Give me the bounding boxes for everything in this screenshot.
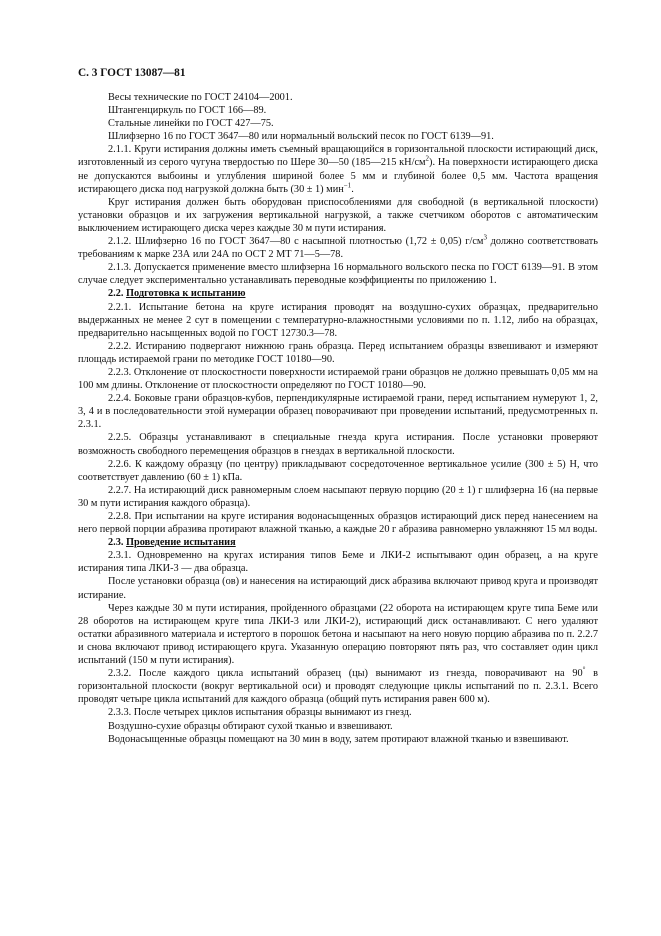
section-heading-2-3 [78,536,598,549]
text-segment: ). На поверхности истирающего диска не допускаются выбоины и углубления шириной более 5 мм и глубиной более 0,5 мм. Частота вращения истирающего диска под нагрузкой должна быть (30 ± 1) мин [78,157,598,195]
section-heading-2-2 [78,287,598,300]
section-title: Подготовка к испытанию [126,288,246,300]
paragraph-water-saturated: Водонасыщенные образцы помещают на 30 мин в воду, затем протирают влажной тканью и взвешивают. [108,733,569,745]
text-segment: 2.1.2. Шлифзерно 16 по ГОСТ 3647—80 с насыпной плотностью (1,72 ± 0,05) г/см [108,236,484,248]
paragraph-2-2-6: 2.2.6. К каждому образцу (по центру) прикладывают сосредоточенное вертикальное усилие (300 ± 5) Н, что соответствует давлению (60 ± 1) кПа. [78,458,598,483]
paragraph-air-dry: Воздушно-сухие образцы обтирают сухой тканью и взвешивают. [108,720,393,732]
paragraph-2-2-1: 2.2.1. Испытание бетона на круге истирания проводят на воздушно-сухих образцах, предварительно выдержанных не менее 2 сут в помещении с температурно-влажностными условиями по п. 1.12, либо на образцах, предварительно насыщенных водой по ГОСТ 12730.3—78. [78,301,598,339]
paragraph-2-3-3: 2.3.3. После четырех циклов испытания образцы вынимают из гнезд. [108,707,412,719]
paragraph-equipment: Круг истирания должен быть оборудован приспособлениями для свободной (в вертикальной плоскости) установки образцов и их загружения вертикальной нагрузкой, а также счетчиком оборотов с автоматическим выключением истирающего диска через каждые 30 м пути истирания. [78,196,598,234]
paragraph-2-2-3: 2.2.3. Отклонение от плоскостности поверхности истираемой грани образцов не должно превышать 0,05 мм на 100 мм длины. Отклонение от плоскостности определяют по ГОСТ 10180—90. [78,366,598,392]
paragraph-2-3-1: 2.3.1. Одновременно на кругах истирания типов Беме и ЛКИ-2 испытывают один образец, а на круге истирания типа ЛКИ-3 — два образца. [78,550,598,575]
paragraph-rulers: Стальные линейки по ГОСТ 427—75. [108,118,274,130]
text-segment: должно соответствовать требованиям к марке 23А или 24А по ОСТ 2 МТ 71—5—78. [78,236,598,261]
paragraph-after-install: После установки образца (ов) и нанесения на истирающий диск абразива включают привод круга и производят истирание. [78,576,598,601]
paragraph-2-1-3: 2.1.3. Допускается применение вместо шлифзерна 16 нормального вольского песка по ГОСТ 6139—91. В этом случае следует экспериментально устанавливать переводные коэффициенты по приложению 1. [78,262,598,287]
paragraph-scales: Весы технические по ГОСТ 24104—2001. [108,92,293,103]
paragraph-2-2-4: 2.2.4. Боковые грани образцов-кубов, перпендикулярные истираемой грани, перед испытанием нумеруют 1, 2, 3, 4 и в последовательности этой нумерации образец поворачивают при проведении испытаний, предусмотренных п. 2.3.1. [78,393,598,431]
paragraph-2-2-5: 2.2.5. Образцы устанавливают в специальные гнезда круга истирания. После установки проверяют возможность свободного перемещения образцов в гнездах в вертикальной плоскости. [78,432,598,457]
paragraph-every-30m: Через каждые 30 м пути истирания, пройденного образцами (22 оборота на истирающем круге типа Беме или 28 оборотов на истирающем круге типа ЛКИ-3 или ЛКИ-2), истирающий диск останавливают. С него удаляют остатки абразивного материала и истертого в порошок бетона и насыпают на него новую порцию абразива по п. 2.2.7 и снова включают привод истирающего круга. Указанную операцию повторяют пять раз, что составляет один цикл испытаний (150 м пути истирания). [78,602,598,667]
superscript: 3 [483,233,487,242]
document-page [78,66,598,746]
paragraph-caliper: Штангенциркуль по ГОСТ 166—89. [108,105,267,117]
paragraph-2-2-8: 2.2.8. При испытании на круге истирания водонасыщенных образцов истирающий диск перед нанесением на него первой порции абразива протирают влажной тканью, а каждые 20 г абразива равномерно увлажняют 15 мл воды. [78,511,598,536]
paragraph-2-3-2 [78,667,598,706]
superscript: ° [582,665,586,674]
text-segment: . [351,183,354,195]
text-segment: 2.3.2. После каждого цикла испытаний образец (цы) вынимают из гнезда, поворачивают на 90 [108,668,583,680]
paragraph-2-2-2: 2.2.2. Истиранию подвергают нижнюю грань образца. Перед испытанием образцы взвешивают и измеряют площадь истираемой грани по методике ГОСТ 10180—90. [78,340,598,365]
paragraph-2-1-2 [78,235,598,261]
paragraph-2-2-7: 2.2.7. На истирающий диск равномерным слоем насыпают первую порцию (20 ± 1) г шлифзерна 16 (на первые 30 м пути истирания каждого образца). [78,484,598,509]
superscript: 2 [425,155,430,164]
paragraph-abrasive: Шлифзерно 16 по ГОСТ 3647—80 или нормальный вольский песок по ГОСТ 6139—91. [108,131,494,143]
paragraph-2-1-1 [78,143,598,195]
section-number: 2.2. [108,288,124,300]
page-header: С. 3 ГОСТ 13087—81 [78,67,186,79]
superscript: −1 [343,181,352,190]
text-segment: в горизонтальной плоскости (вокруг вертикальной оси) и проводят следующие циклы испытаний по п. 2.3.1. Всего проводят четыре цикла испытаний для каждого образца (общий путь истирания равен 600 м). [78,668,598,706]
section-number: 2.3. [108,537,124,549]
text-segment: 2.1.1. Круги истирания должны иметь съемный вращающийся в горизонтальной плоскости истирающий диск, изготовленный из серого чугуна твердостью по Шере 30—50 (185—215 кН/см [78,144,598,169]
section-title: Проведение испытания [126,537,236,549]
